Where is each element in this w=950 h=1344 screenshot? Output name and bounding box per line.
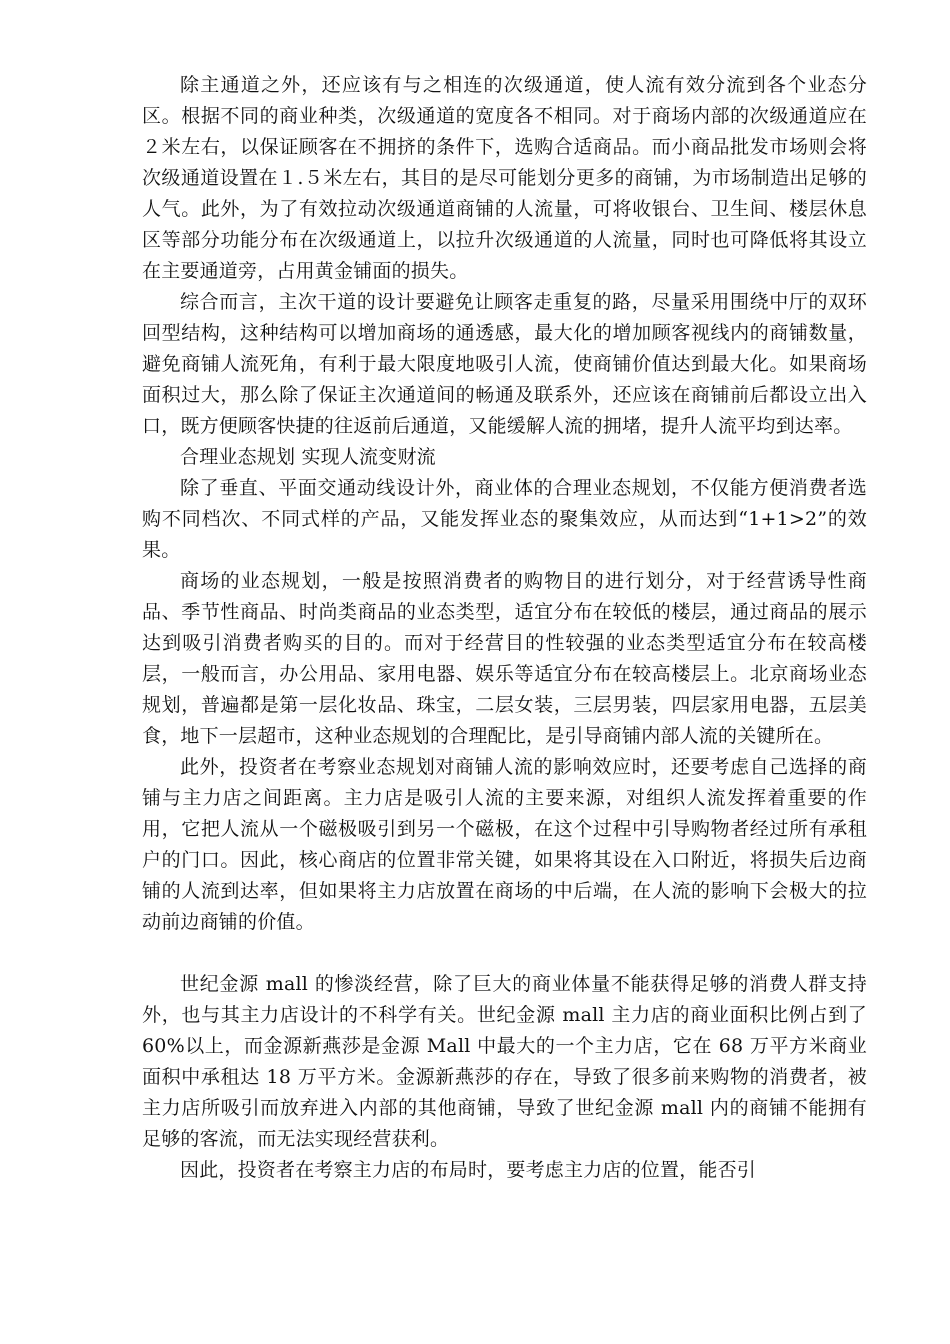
paragraph-aisle-summary: 综合而言，主次干道的设计要避免让顾客走重复的路，尽量采用围绕中厅的双环回型结构，这种结构可以增加商场的通透感，最大化的增加顾客视线内的商铺数量，避免商铺人流死角，有利于最大限度地吸引人流，使商铺价值达到最大化。如果商场面积过大，那么除了保证主次通道间的畅通及联系外，还应该在商铺前后都设立出入口，既方便顾客快捷的往返前后通道，又能缓解人流的拥堵，提升人流平均到达率。: [142, 291, 867, 437]
paragraph-floor-planning: 商场的业态规划，一般是按照消费者的购物目的进行划分，对于经营诱导性商品、季节性商品、时尚类商品的业态类型，适宜分布在较低的楼层，通过商品的展示达到吸引消费者购买的目的。而对于经营目的性较强的业态类型适宜分布在较高楼层，一般而言，办公用品、家用电器、娱乐等适宜分布在较高楼层上。北京商场业态规划，普遍都是第一层化妆品、珠宝，二层女装，三层男装，四层家用电器，五层美食，地下一层超市，这种业态规划的合理配比，是引导商铺内部人流的关键所在。: [142, 570, 867, 747]
paragraph-jinyuan-mall-case: 世纪金源 mall 的惨淡经营，除了巨大的商业体量不能获得足够的消费人群支持外，也与其主力店设计的不科学有关。世纪金源 mall 主力店的商业面积比例占到了 60%以上，而金源新燕莎是金源 Mall 中最大的一个主力店，它在 68 万平方米商业面积中承租达 18 万平方米。金源新燕莎的存在，导致了很多前来购物的消费者，被主力店所吸引而放弃进入内部的其他商铺，导致了世纪金源 mall 内的商铺不能拥有足够的客流，而无法实现经营获利。: [142, 973, 867, 1150]
section-heading: 合理业态规划 实现人流变财流: [180, 446, 436, 468]
paragraph-secondary-aisles: 除主通道之外，还应该有与之相连的次级通道，使人流有效分流到各个业态分区。根据不同的商业种类，次级通道的宽度各不相同。对于商场内部的次级通道应在２米左右，以保证顾客在不拥挤的条件下，选购合适商品。而小商品批发市场则会将次级通道设置在１.５米左右，其目的是尽可能划分更多的商铺，为市场制造出足够的人气。此外，为了有效拉动次级通道商铺的人流量，可将收银台、卫生间、楼层休息区等部分功能分布在次级通道上，以拉升次级通道的人流量，同时也可降低将其设立在主要通道旁，占用黄金铺面的损失。: [142, 74, 867, 282]
paragraph-anchor-store-distance: 此外，投资者在考察业态规划对商铺人流的影响效应时，还要考虑自己选择的商铺与主力店之间距离。主力店是吸引人流的主要来源，对组织人流发挥着重要的作用，它把人流从一个磁极吸引到另一个磁极，在这个过程中引导购物者经过所有承租户的门口。因此，核心商店的位置非常关键，如果将其设在入口附近，将损失后边商铺的人流到达率，但如果将主力店放置在商场的中后端，在人流的影响下会极大的拉动前边商铺的价值。: [142, 756, 867, 933]
paragraph-format-planning-intro: 除了垂直、平面交通动线设计外，商业体的合理业态规划，不仅能方便消费者选购不同档次、不同式样的产品，又能发挥业态的聚集效应，从而达到“1+1>2”的效果。: [142, 477, 867, 561]
paragraph-conclusion-start: 因此，投资者在考察主力店的布局时，要考虑主力店的位置，能否引: [180, 1159, 757, 1181]
document-page: [142, 70, 867, 1186]
